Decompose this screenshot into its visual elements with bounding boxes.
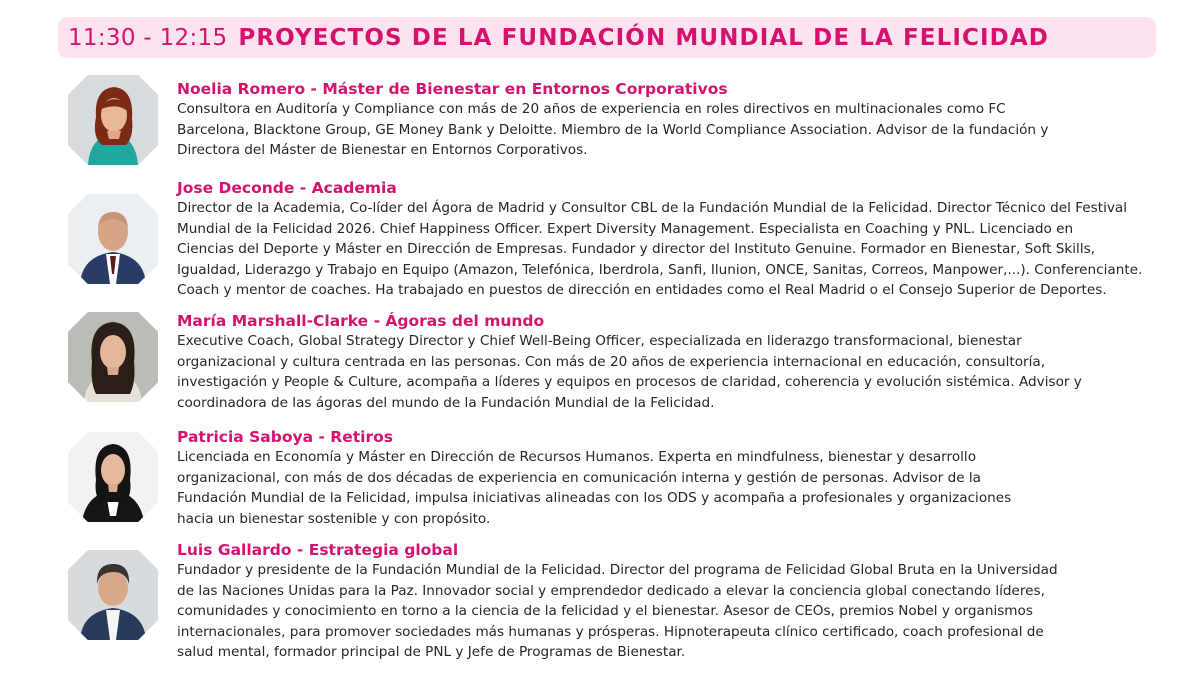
session-time: 11:30 - 12:15 — [68, 24, 228, 51]
speaker-bio — [177, 447, 1177, 529]
bio-line: Director de la Academia, Co-líder del Ágora de Madrid y Consultor CBL de la Fundación Mundial de la Felicidad. Director Técnico del Festival — [177, 200, 1128, 216]
speaker-bio — [177, 560, 1177, 663]
speaker-photo — [68, 75, 158, 165]
speaker-name: Noelia Romero - Máster de Bienestar en Entornos Corporativos — [177, 80, 728, 98]
bio-line: Fundador y presidente de la Fundación Mundial de la Felicidad. Director del programa de Felicidad Global Bruta en la Universidad — [177, 562, 1058, 578]
speaker-name: María Marshall-Clarke - Ágoras del mundo — [177, 312, 545, 330]
session-title: PROYECTOS DE LA FUNDACIÓN MUNDIAL DE LA FELICIDAD — [238, 24, 1049, 51]
speaker-photo — [68, 550, 158, 640]
bio-line: Licenciada en Economía y Máster en Dirección de Recursos Humanos. Experta en mindfulness, bienestar y desarrollo — [177, 449, 977, 465]
bio-line: Igualdad, Liderazgo y Trabajo en Equipo (Amazon, Telefónica, Iberdrola, Sanfi, Ilunion, ONCE, Sanitas, Correos, Manpower,...). Conferenciante. — [177, 261, 1143, 278]
speaker-photo — [68, 194, 158, 284]
speaker-name: Patricia Saboya - Retiros — [177, 428, 393, 446]
speaker-bio — [177, 198, 1177, 301]
bio-line: Executive Coach, Global Strategy Director y Chief Well-Being Officer, especializada en liderazgo transformacional, bienestar — [177, 333, 1022, 349]
bio-line: organizacional, con más de dos décadas de experiencia en comunicación interna y gestión de personas. Advisor de la — [177, 469, 982, 486]
speaker-photo — [68, 312, 158, 402]
speaker-photo — [68, 432, 158, 522]
speaker-bio — [177, 331, 1177, 413]
bio-line: Consultora en Auditoría y Compliance con más de 20 años de experiencia en roles directivos en multinacionales como FC — [177, 101, 1006, 117]
bio-line: comunidades y conocimiento en torno a la ciencia de la felicidad y el bienestar. Asesor de CEOs, premios Nobel y organismos — [177, 603, 1033, 620]
speaker-name: Luis Gallardo - Estrategia global — [177, 541, 459, 559]
bio-line: hacia un bienestar sostenible y con propósito. — [177, 510, 491, 527]
bio-line: investigación y People & Culture, acompaña a líderes y equipos en procesos de claridad, coherencia y evolución sistémica. Advisor y — [177, 374, 1082, 391]
bio-line: Fundación Mundial de la Felicidad, impulsa iniciativas alineadas con los ODS y acompaña a profesionales y organizaciones — [177, 490, 1012, 507]
bio-line: Barcelona, Blacktone Group, GE Money Bank y Deloitte. Miembro de la World Compliance Association. Advisor de la fundación y — [177, 121, 1049, 138]
bio-line: Mundial de la Felicidad 2026. Chief Happiness Officer. Expert Diversity Management. Especialista en Coaching y PNL. Licenciado en — [177, 220, 1074, 237]
bio-line: Directora del Máster de Bienestar en Entornos Corporativos. — [177, 142, 588, 159]
bio-line: coordinadora de las ágoras del mundo de la Fundación Mundial de la Felicidad. — [177, 394, 715, 411]
bio-line: organizacional y cultura centrada en las personas. Con más de 20 años de experiencia internacional en educación, consultoría, — [177, 353, 1046, 370]
bio-line: de las Naciones Unidas para la Paz. Innovador social y emprendedor dedicado a elevar la conciencia global conectando líderes, — [177, 582, 1045, 599]
bio-line: salud mental, formador principal de PNL y Jefe de Programas de Bienestar. — [177, 644, 686, 661]
session-header — [58, 17, 1156, 58]
bio-line: Coach y mentor de coaches. Ha trabajado en puestos de dirección en entidades como el Real Madrid o el Consejo Superior de Deportes. — [177, 282, 1107, 299]
speaker-bio — [177, 99, 1177, 161]
bio-line: internacionales, para promover sociedades más humanas y prósperas. Hipnoterapeuta clínico certificado, coach profesional de — [177, 623, 1044, 640]
bio-line: Ciencias del Deporte y Máster en Dirección de Empresas. Fundador y director del Instituto Genuine. Formador en Bienestar, Soft Skills, — [177, 241, 1095, 258]
speaker-name: Jose Deconde - Academia — [177, 179, 397, 197]
